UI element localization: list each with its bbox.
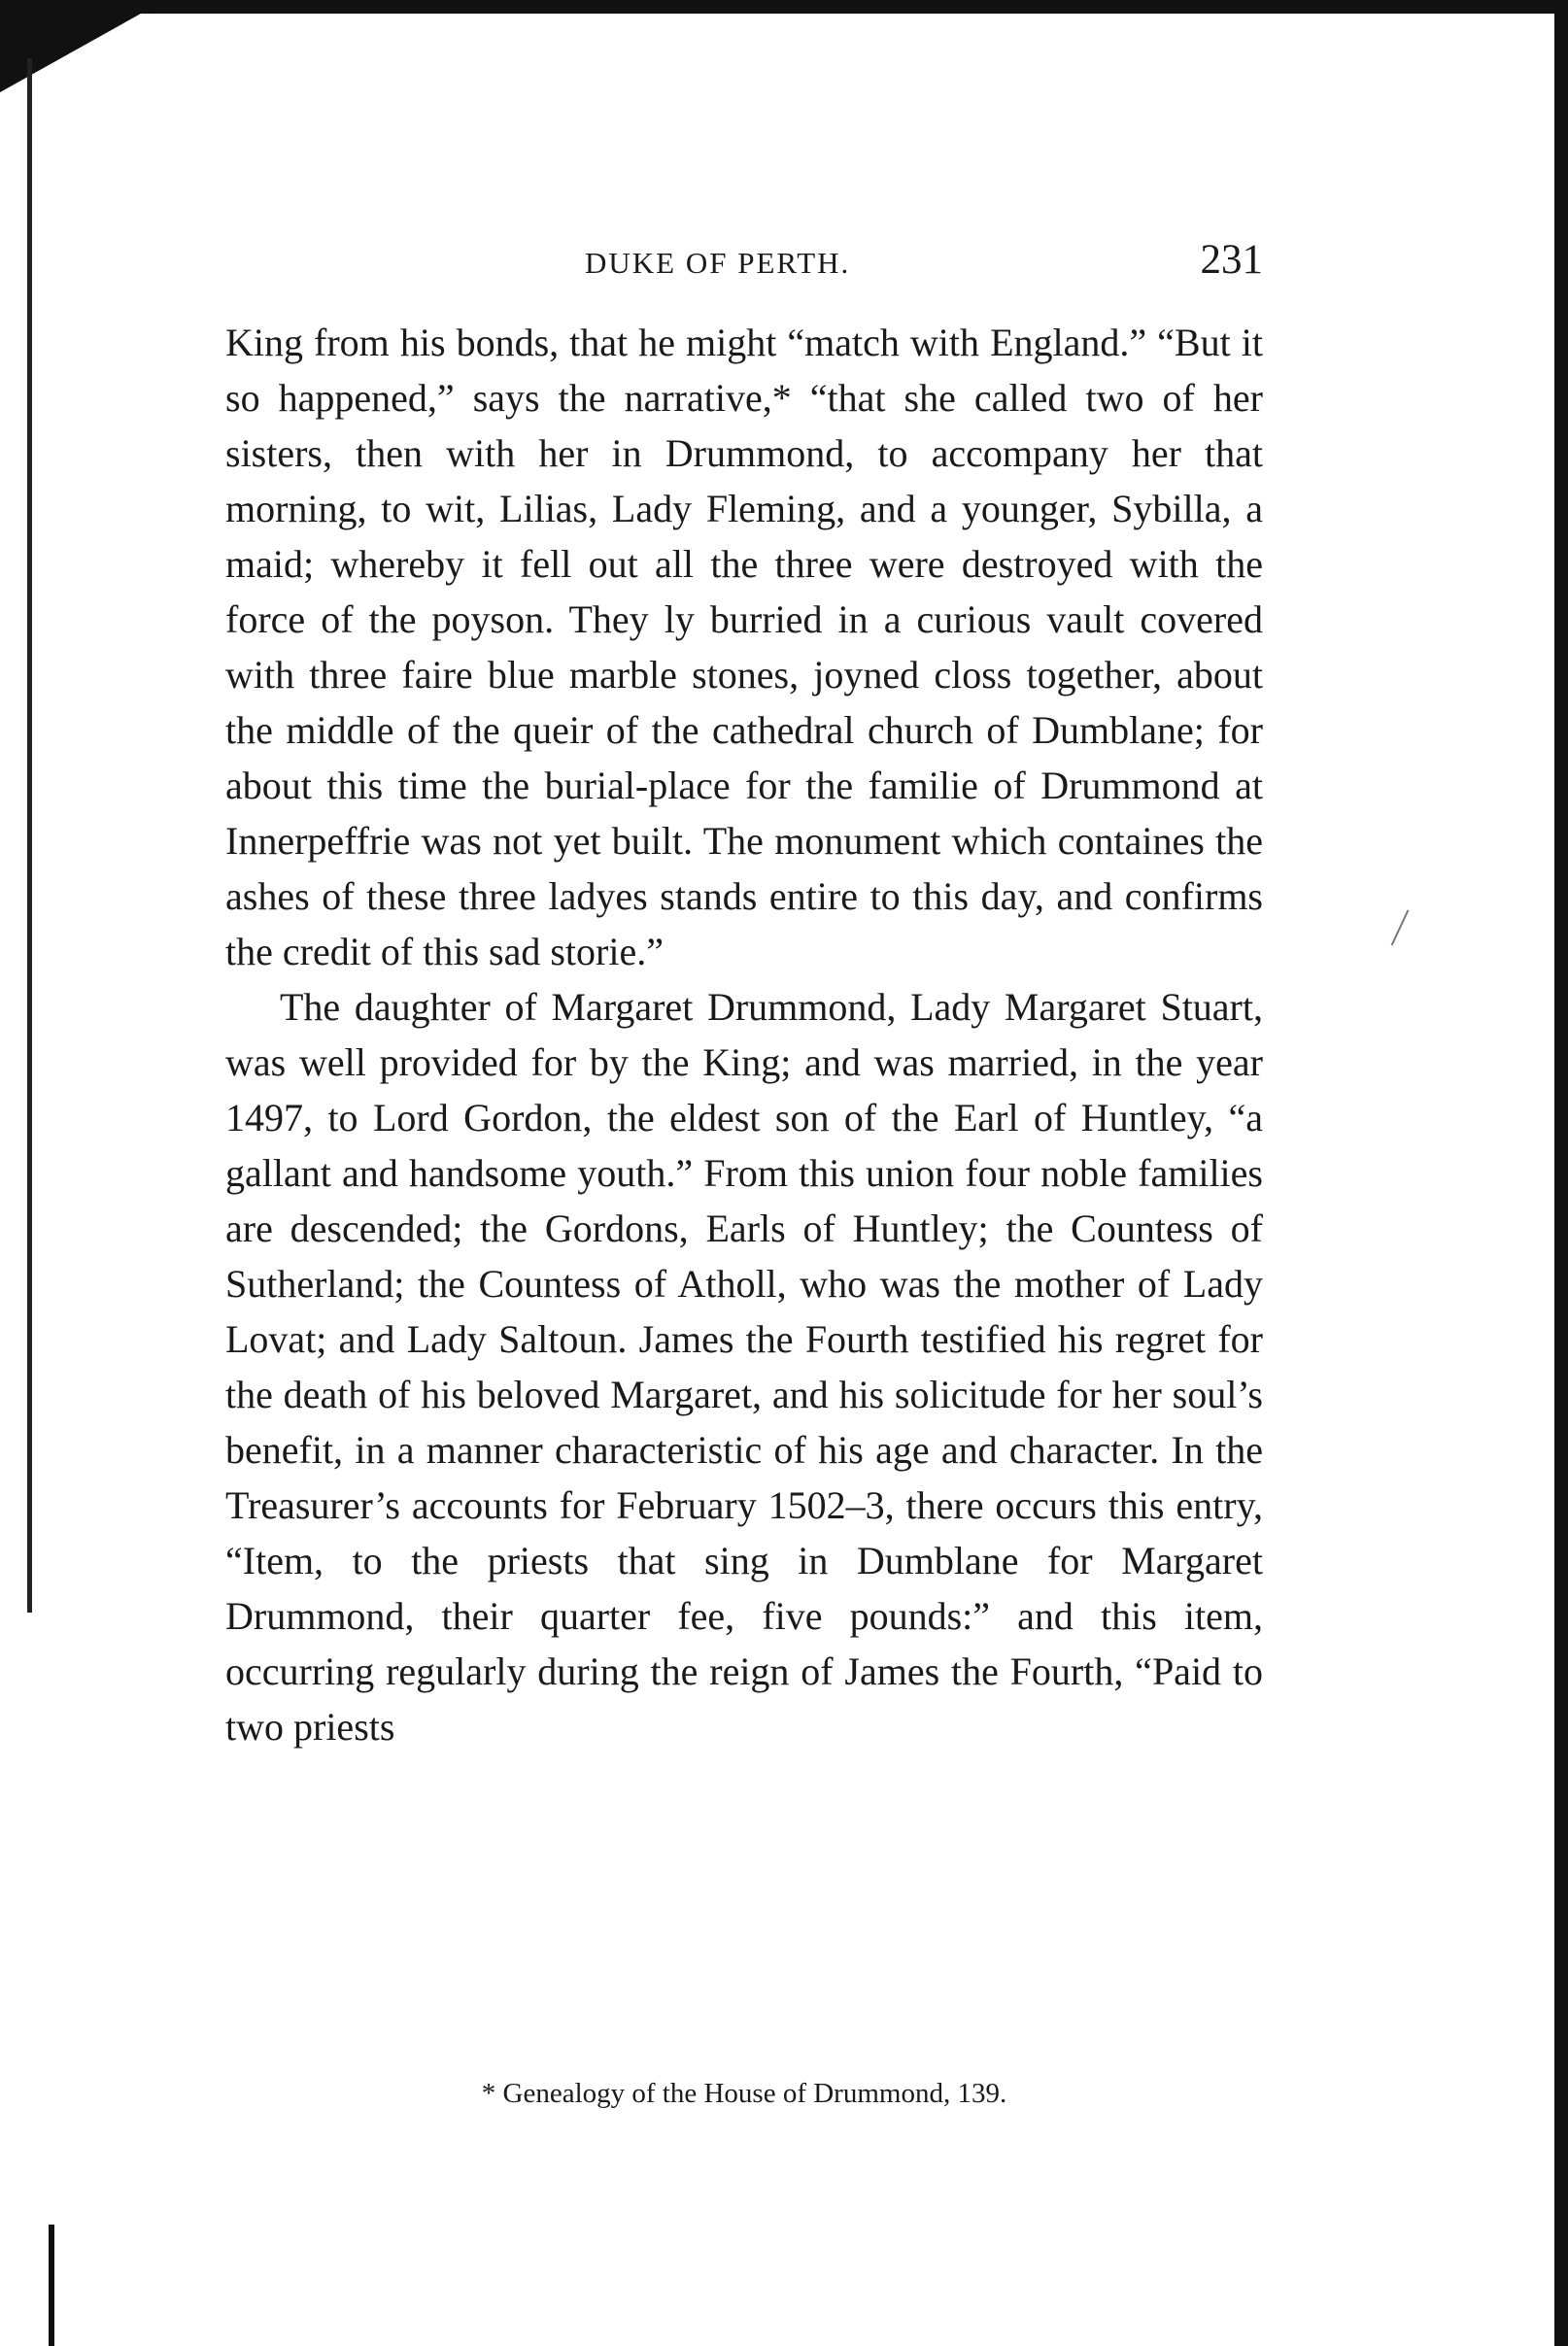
scan-edge-top (0, 0, 1568, 14)
page-number: 231 (1200, 237, 1263, 283)
paragraph-continued: King from his bonds, that he might “match with England.” “But it so happened,” says the narrative,* “that she called two of her sisters, then with her in Drummond, to accompany her that morning, to wit, Lilias, Lady Fleming, and a younger, Sybilla, a maid; whereby it fell out all the three were destroyed with the force of the poyson. They ly burried in a curious vault covered with three faire blue marble stones, joyned closs together, about the middle of the queir of the cathedral church of Dumblane; for about this time the burial-place for the familie of Drummond at Innerpeffrie was not yet built. The monument which containes the ashes of these three ladyes stands entire to this day, and confirms the credit of this sad storie.” (225, 321, 1263, 973)
scan-edge-left (27, 58, 32, 1613)
scan-edge-right (1554, 0, 1568, 2346)
scan-mark-bottom (49, 2225, 54, 2346)
footnote: * Genealogy of the House of Drummond, 139. (481, 2078, 1007, 2109)
running-head: DUKE OF PERTH. (585, 246, 851, 280)
pencil-mark (1391, 909, 1410, 945)
page-header (225, 236, 1263, 294)
paragraph: The daughter of Margaret Drummond, Lady Margaret Stuart, was well provided for by the King; and was married, in the year 1497, to Lord Gordon, the eldest son of the Earl of Huntley, “a gallant and handsome youth.” From this union four noble families are descended; the Gordons, Earls of Huntley; the Countess of Sutherland; the Countess of Atholl, who was the mother of Lady Lovat; and Lady Saltoun. James the Fourth testified his regret for the death of his beloved Margaret, and his solicitude for her soul’s benefit, in a manner characteristic of his age and character. In the Treasurer’s accounts for February 1502–3, there occurs this entry, “Item, to the priests that sing in Dumblane for Margaret Drummond, their quarter fee, five pounds:” and this item, occurring regularly during the reign of James the Fourth, “Paid to two priests (225, 985, 1263, 1749)
scan-corner-shadow (0, 0, 165, 92)
body-text (225, 315, 1263, 1754)
